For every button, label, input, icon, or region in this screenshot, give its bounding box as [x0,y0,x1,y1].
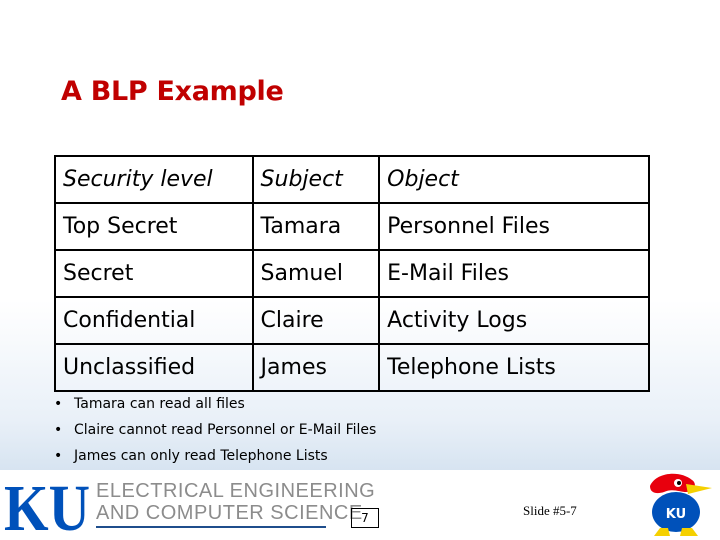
bullet-text: Claire cannot read Personnel or E-Mail Files [74,422,377,438]
bullet-item [54,421,376,447]
page-number: 7 [351,508,379,528]
cell-security-level: Unclassified [55,344,253,391]
cell-object: Activity Logs [379,297,649,344]
bullet-text: Tamara can read all files [74,396,245,412]
cell-security-level: Top Secret [55,203,253,250]
mascot-label: KU [665,507,687,522]
blp-table [54,155,650,392]
header-subject: Subject [253,156,380,203]
cell-object: E-Mail Files [379,250,649,297]
cell-subject: Samuel [253,250,380,297]
department-name-line1: ELECTRICAL ENGINEERING [96,480,376,502]
slide-title: A BLP Example [61,76,284,107]
slide-number: Slide #5-7 [523,503,577,518]
cell-subject: James [253,344,380,391]
table-row [55,203,649,250]
department-name-line2: AND COMPUTER SCIENCE [96,502,363,524]
cell-object: Personnel Files [379,203,649,250]
bullet-dot-icon: • [54,448,63,464]
cell-subject: Tamara [253,203,380,250]
svg-text:KU: KU [4,472,90,540]
ku-logo-icon [4,472,90,540]
header-object: Object [379,156,649,203]
cell-security-level: Secret [55,250,253,297]
cell-subject: Claire [253,297,380,344]
header-security-level: Security level [55,156,253,203]
table-row [55,297,649,344]
cell-object: Telephone Lists [379,344,649,391]
bullet-text: James can only read Telephone Lists [74,448,328,464]
table-row [55,344,649,391]
cell-security-level: Confidential [55,297,253,344]
bullet-list [54,395,376,473]
bullet-dot-icon: • [54,422,63,438]
bullet-item [54,395,376,421]
table-header-row [55,156,649,203]
bullet-dot-icon: • [54,396,63,412]
table-row [55,250,649,297]
jayhawk-mascot-icon [636,466,716,538]
department-rule [96,526,326,528]
